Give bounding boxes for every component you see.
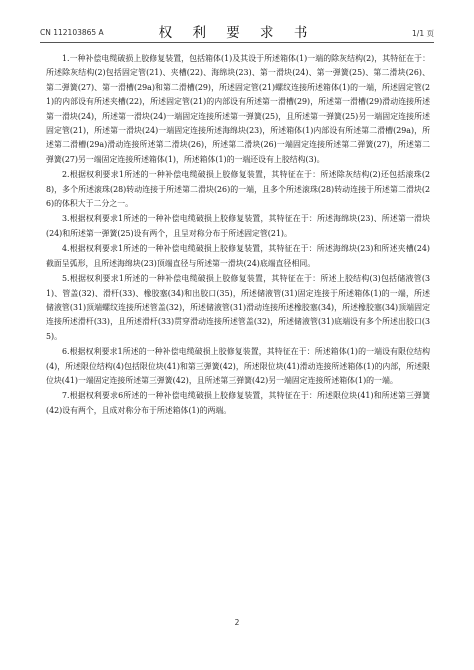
claim-4: 4.根据权利要求1所述的一种补偿电缆破损上胶修复装置，其特征在于：所述海绵块(23)和所述夹槽(24)截面呈弧形，且所述海绵块(23)顶端直径与所述第一滑块(24)底端直径相同。: [46, 244, 430, 268]
header-divider: [40, 42, 434, 43]
claim-3: 3.根据权利要求1所述的一种补偿电缆破损上胶修复装置，其特征在于：所述海绵块(23)、所述第一滑块(24)和所述第一弹簧(25)设有两个，且呈对称分布于所述固定管(21)。: [46, 214, 430, 238]
claim-2: 2.根据权利要求1所述的一种补偿电缆破损上胶修复装置，其特征在于：所述除灰结构(2)还包括滚珠(28)，多个所述滚珠(28)转动连接于所述第二滑块(26)的一端，且多个所述滚珠(28)转动连接于所述第二滑块(26)的体积大于二分之一。: [46, 170, 430, 209]
page-number: 2: [234, 618, 240, 627]
claim-1: 1.一种补偿电缆破损上胶修复装置，包括箱体(1)及其设于所述箱体(1)一端的除灰结构(2)，其特征在于：所述除灰结构(2)包括固定管(21)、夹槽(22)、海绵块(23)、第一滑块(24)、第一弹簧(25)、第二滑块(26)、第二弹簧(27)、第一滑槽(29a)和第二滑槽(29)，所述固定管(21)螺纹连接所述箱体(1)的一端，所述固定管(21)的内部设有所述夹槽(22)，所述固定管(21)的内部设有所述第一滑槽(29)，所述第一滑槽(29)滑动连接所述第一滑块(24)，所述第一滑块(24)一端固定连接所述第一弹簧(25)，且所述第一弹簧(25)另一端固定连接所述固定管(21)，所述第一滑块(24)一端固定连接所述海绵块(23)，所述箱体(1)内部设有所述第二滑槽(29a)，所述第二滑槽(29a)滑动连接所述第二滑块(26)，所述第二滑块(26)一端固定连接所述第二弹簧(27)，所述第二弹簧(27)另一端固定连接所述箱体(1)，所述箱体(1)的一端还设有上胶结构(3)。: [46, 54, 430, 164]
claims-body: [46, 52, 430, 419]
claim-5: 5.根据权利要求1所述的一种补偿电缆破损上胶修复装置，其特征在于：所述上胶结构(3)包括储液管(31)、管盖(32)、滑杆(33)、橡胶塞(34)和出胶口(35)，所述储液管(31)固定连接于所述箱体(1)的一端，所述储液管(31)顶端螺纹连接所述管盖(32)，所述储液管(31)滑动连接所述橡胶塞(34)，所述橡胶塞(34)顶端固定连接所述滑杆(33)，且所述滑杆(33)贯穿滑动连接所述管盖(32)，所述储液管(31)底端设有多个所述出胶口(35)。: [46, 274, 430, 341]
page-indicator: 1/1 页: [412, 29, 434, 38]
page-header: [40, 18, 434, 40]
document-title: 权 利 要 求 书: [158, 25, 316, 41]
claim-6: 6.根据权利要求1所述的一种补偿电缆破损上胶修复装置，其特征在于：所述箱体(1)的一端设有限位结构(4)，所述限位结构(4)包括限位块(41)和第三弹簧(42)，所述限位块(41)滑动连接所述箱体(1)的内部，所述限位块(41)一端固定连接所述第三弹簧(42)，且所述第三弹簧(42)另一端固定连接所述箱体(1)的一端。: [46, 347, 430, 385]
claim-7: 7.根据权利要求6所述的一种补偿电缆破损上胶修复装置，其特征在于：所述限位块(41)和所述第三弹簧(42)设有两个，且成对称分布于所述箱体(1)的两端。: [46, 391, 430, 415]
publication-number: CN 112103865 A: [40, 28, 104, 37]
